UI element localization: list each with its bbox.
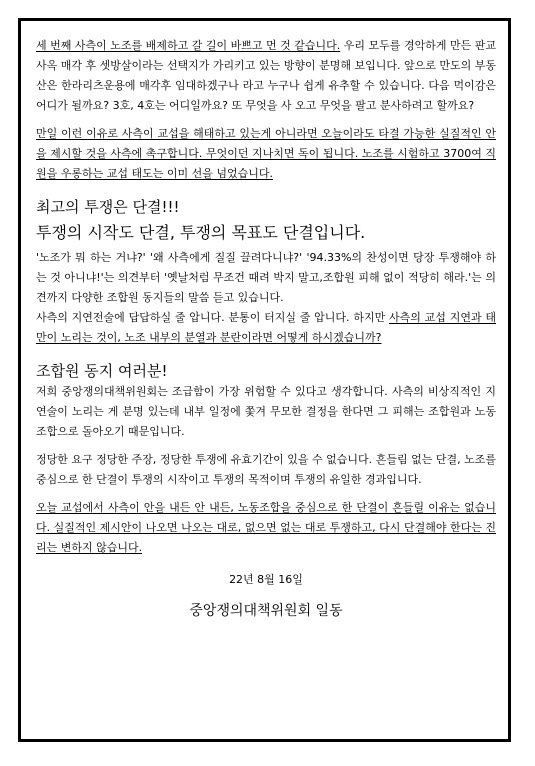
date: 22년 8월 16일	[229, 573, 303, 586]
paragraph-1-underlined: 세 번째 사측이 노조를 배제하고 갈 길이 바쁘고 먼 것 같습니다.	[36, 39, 341, 52]
paragraph-4	[36, 308, 496, 348]
heading-comrades: 조합원 동지 여러분!	[36, 362, 168, 380]
heading-best-struggle: 최고의 투쟁은 단결!!!	[36, 198, 180, 216]
paragraph-1-text: 우리 모두를 경악하게 만든 판교사옥 매각 후 셋방살이라는 선택지가 가리키고 있는 방향이 분명해 보입니다. 앞으로 만도의 부동산은 한라리츠운용에 매각후 임대하겠구나 라고 누구나 쉽게 유추할 수 있습니다. 다음 먹이감은 어디가 될까요? 3호, 4호는 어디일까요? 또 무엇을 사 오고 무엇을 팔고 분사하려고 할까요?	[36, 39, 496, 112]
heading-struggle-unity: 투쟁의 시작도 단결, 투쟁의 목표도 단결입니다.	[36, 223, 366, 242]
paragraph-6: 정당한 요구 정당한 주장, 정당한 투쟁에 유효기간이 있을 수 없습니다. 흔들림 없는 단결, 노조를 중심으로 한 단결이 투쟁의 시작이고 투쟁의 목적이며 투쟁의 유일한 경과입니다.	[36, 453, 496, 486]
paragraph-4-text: 사측의 지연전술에 답답하실 줄 압니다. 분통이 터지실 줄 압니다. 하지만	[36, 311, 389, 324]
paragraph-5: 저희 중앙쟁의대책위원회는 조급함이 가장 위험할 수 있다고 생각합니다. 사측의 비상직적인 지연술이 노리는 게 분명 있는데 내부 일정에 쫓겨 무모한 결정을 한다면 그 피해는 조합원과 노동조합으로 돌아오기 때문입니다.	[36, 385, 496, 438]
paragraph-4-underlined: 사측의 교섭 지연과 태만이 노리는 것이, 노조 내부의 분열과 분란이라면 어떻게 하시겠습니까?	[36, 311, 496, 344]
paragraph-3: '노조가 뭐 하는 거냐?' '왜 사측에게 질질 끌려다니냐?' '94.33%의 찬성이면 당장 투쟁해야 하는 것 아니냐!'는 의견부터 '옛날처럼 무조건 때려 박지 말고,조합원 피해 없이 적당히 해라.'는 의견까지 다양한 조합원 동지들의 말씀 듣고 있습니다.	[36, 251, 496, 304]
document-body	[36, 36, 496, 622]
paragraph-7: 오늘 교섭에서 사측이 안을 내든 안 내든, 노동조합을 중심으로 한 단결이 흔들릴 이유는 없습니다. 실질적인 제시안이 나오면 나오는 대로, 없으면 없는 대로 투쟁하고, 다시 단결해야 한다는 진리는 변하지 않습니다.	[36, 501, 496, 554]
paragraph-1	[36, 36, 496, 116]
signature: 중앙쟁의대책위원회 일동	[189, 603, 343, 619]
paragraph-2: 만일 이런 이유로 사측이 교섭을 해태하고 있는게 아니라면 오늘이라도 타결 가능한 실질적인 안을 제시할 것을 사측에 촉구합니다. 무엇이던 지나치면 독이 됩니다. 노조를 시험하고 3700여 직원을 우롱하는 교섭 태도는 이미 선을 넘었습니다.	[36, 127, 496, 180]
